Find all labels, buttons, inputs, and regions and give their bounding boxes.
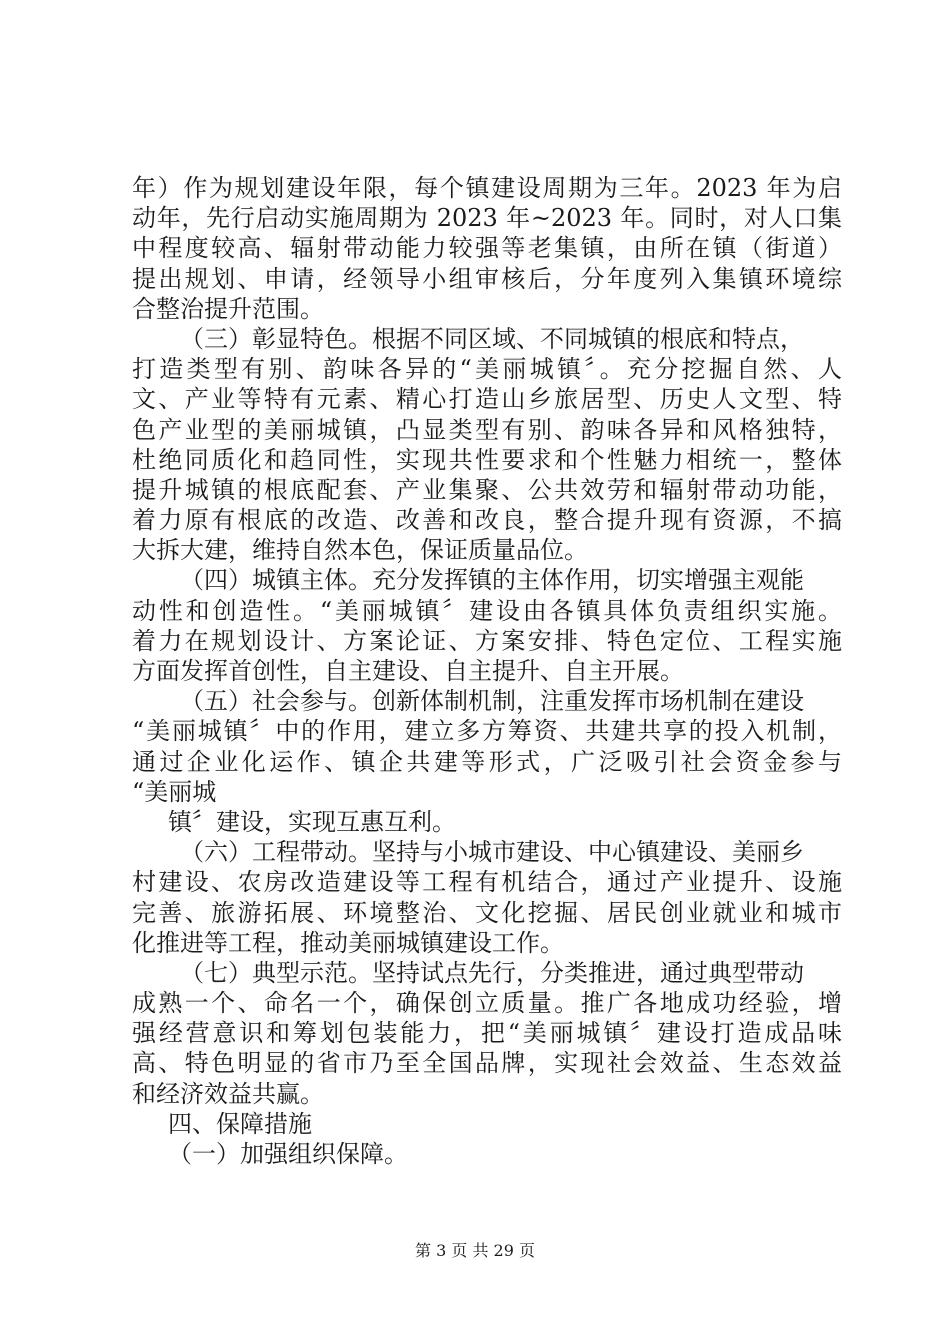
text-line: 打造类型有别、韵味各异的“美丽城镇〞。充分挖掘自然、人 (132, 355, 842, 384)
text-line: 中程度较高、辐射带动能力较强等老集镇，由所在镇（街道） (132, 234, 842, 263)
text-line: 完善、旅游拓展、环境整治、文化挖掘、居民创业就业和城市 (132, 898, 842, 927)
text-line: （一）加强组织保障。 (168, 1140, 408, 1168)
text-line: 和经济效益共赢。 (132, 1079, 324, 1108)
document-body (132, 173, 842, 1169)
text-line: 四、保障措施 (168, 1109, 312, 1138)
text-line: 村建设、农房改造建设等工程有机结合，通过产业提升、设施 (132, 868, 842, 897)
text-line: 动年，先行启动实施周期为 2023 年~2023 年。同时，对人口集 (132, 204, 842, 233)
text-line: 文、产业等特有元素、精心打造山乡旅居型、历史人文型、特 (132, 385, 842, 414)
text-line: 色产业型的美丽城镇，凸显类型有别、韵味各异和风格独特， (132, 415, 842, 444)
text-line: 高、特色明显的省市乃至全国品牌，实现社会效益、生态效益 (132, 1049, 842, 1078)
text-line: 化推进等工程，推动美丽城镇建设工作。 (132, 928, 564, 957)
text-line: 着力在规划设计、方案论证、方案安排、特色定位、工程实施 (132, 626, 842, 655)
text-line: 动性和创造性。“美丽城镇〞建设由各镇具体负责组织实施。 (132, 596, 842, 625)
page-footer: 第 3 页 共 29 页 (415, 1241, 535, 1260)
text-line: 大拆大建，维持自然本色，保证质量品位。 (132, 536, 588, 565)
text-line: 提升城镇的根底配套、产业集聚、公共效劳和辐射带动功能， (132, 475, 842, 504)
text-line: 方面发挥首创性，自主建设、自主提升、自主开展。 (132, 657, 684, 685)
text-line: 通过企业化运作、镇企共建等形式，广泛吸引社会资金参与 (132, 747, 842, 776)
text-line: （三）彰显特色。根据不同区域、不同城镇的根底和特点， (180, 324, 804, 353)
text-line: 镇〞建设，实现互惠互利。 (168, 807, 456, 836)
text-line: 合整治提升范围。 (132, 294, 324, 323)
text-line: “美丽城镇〞中的作用，建立多方筹资、共建共享的投入机制， (132, 717, 842, 746)
text-line: （七）典型示范。坚持试点先行，分类推进，通过典型带动 (180, 958, 804, 987)
text-line: （五）社会参与。创新体制机制，注重发挥市场机制在建设 (180, 687, 804, 716)
text-line: 成熟一个、命名一个，确保创立质量。推广各地成功经验，增 (132, 989, 842, 1018)
text-line: 强经营意识和筹划包装能力，把“美丽城镇〞建设打造成品味 (132, 1019, 842, 1048)
text-line: （六）工程带动。坚持与小城市建设、中心镇建设、美丽乡 (180, 838, 804, 867)
text-line: 杜绝同质化和趋同性，实现共性要求和个性魅力相统一，整体 (132, 445, 842, 474)
text-line: （四）城镇主体。充分发挥镇的主体作用，切实增强主观能 (180, 566, 804, 595)
text-line: 年）作为规划建设年限，每个镇建设周期为三年。2023 年为启 (132, 174, 842, 202)
text-line: 着力原有根底的改造、改善和改良，整合提升现有资源，不搞 (132, 506, 842, 535)
text-line: “美丽城 (132, 777, 217, 806)
text-line: 提出规划、申请，经领导小组审核后，分年度列入集镇环境综 (132, 264, 842, 293)
